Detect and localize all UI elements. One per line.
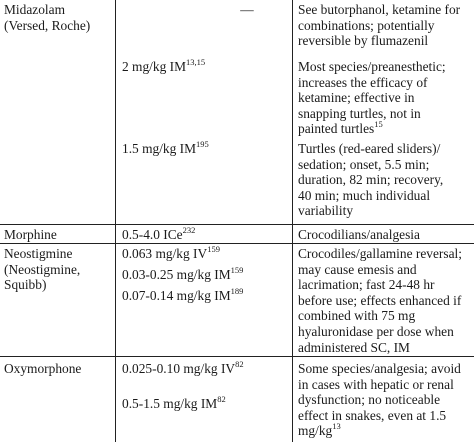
drug-name-neostigmine: Neostigmine (Neostigmine, Squibb) bbox=[4, 246, 81, 293]
dose-cell: 0.063 mg/kg IV$^{159}$ bbox=[122, 243, 220, 261]
column-divider-2 bbox=[292, 0, 293, 442]
row-divider-3 bbox=[0, 356, 474, 357]
note-cell: Crocodilians/analgesia bbox=[298, 227, 420, 242]
dose-cell: 0.5-1.5 mg/kg IM$^{82}$ bbox=[122, 393, 226, 411]
note-cell: Most species/preanesthetic; increases the efficacy of ketamine; effective in snapping turtles, not in painted turtles$^{15}$ bbox=[298, 59, 446, 137]
dose-cell: 1.5 mg/kg IM$^{195}$ bbox=[122, 138, 209, 156]
dose-cell: 0.025-0.10 mg/kg IV$^{82}$ bbox=[122, 358, 244, 376]
row-divider-2 bbox=[0, 243, 474, 244]
note-cell: Turtles (red-eared sliders)/ sedation; onset, 5.5 min; duration, 82 min; recovery, 40 min; much individual variability bbox=[298, 141, 444, 219]
row-divider-1 bbox=[0, 224, 474, 225]
note-cell: Some species/analgesia; avoid in cases with hepatic or renal dysfunction; no noticeable effect in snakes, even at 1.5 $mg/kg^{13}$ bbox=[298, 361, 461, 439]
dose-cell bbox=[122, 2, 287, 18]
dose-cell: 0.5-4.0 ICe$^{232}$ bbox=[122, 224, 196, 242]
dose-dash: — bbox=[240, 2, 254, 17]
drug-name-oxymorphone: Oxymorphone bbox=[4, 361, 82, 376]
dose-cell: 0.03-0.25 mg/kg IM$^{159}$ bbox=[122, 264, 244, 282]
drug-name-midazolam: Midazolam (Versed, Roche) bbox=[4, 2, 91, 33]
note-cell: Crocodiles/gallamine reversal; may cause emesis and lacrimation; fast 24-48 hr before use; effects enhanced if combined with 75 mg hyaluronidase per dose when administered SC, IM bbox=[298, 246, 462, 355]
column-divider-1 bbox=[115, 0, 116, 442]
dose-cell: 0.07-0.14 mg/kg IM$^{189}$ bbox=[122, 285, 244, 303]
drug-name-morphine: Morphine bbox=[4, 227, 57, 242]
note-cell: See butorphanol, ketamine for combinations; potentially reversible by flumazenil bbox=[298, 2, 461, 49]
dose-cell: 2 mg/kg IM$^{13,15}$ bbox=[122, 56, 206, 74]
